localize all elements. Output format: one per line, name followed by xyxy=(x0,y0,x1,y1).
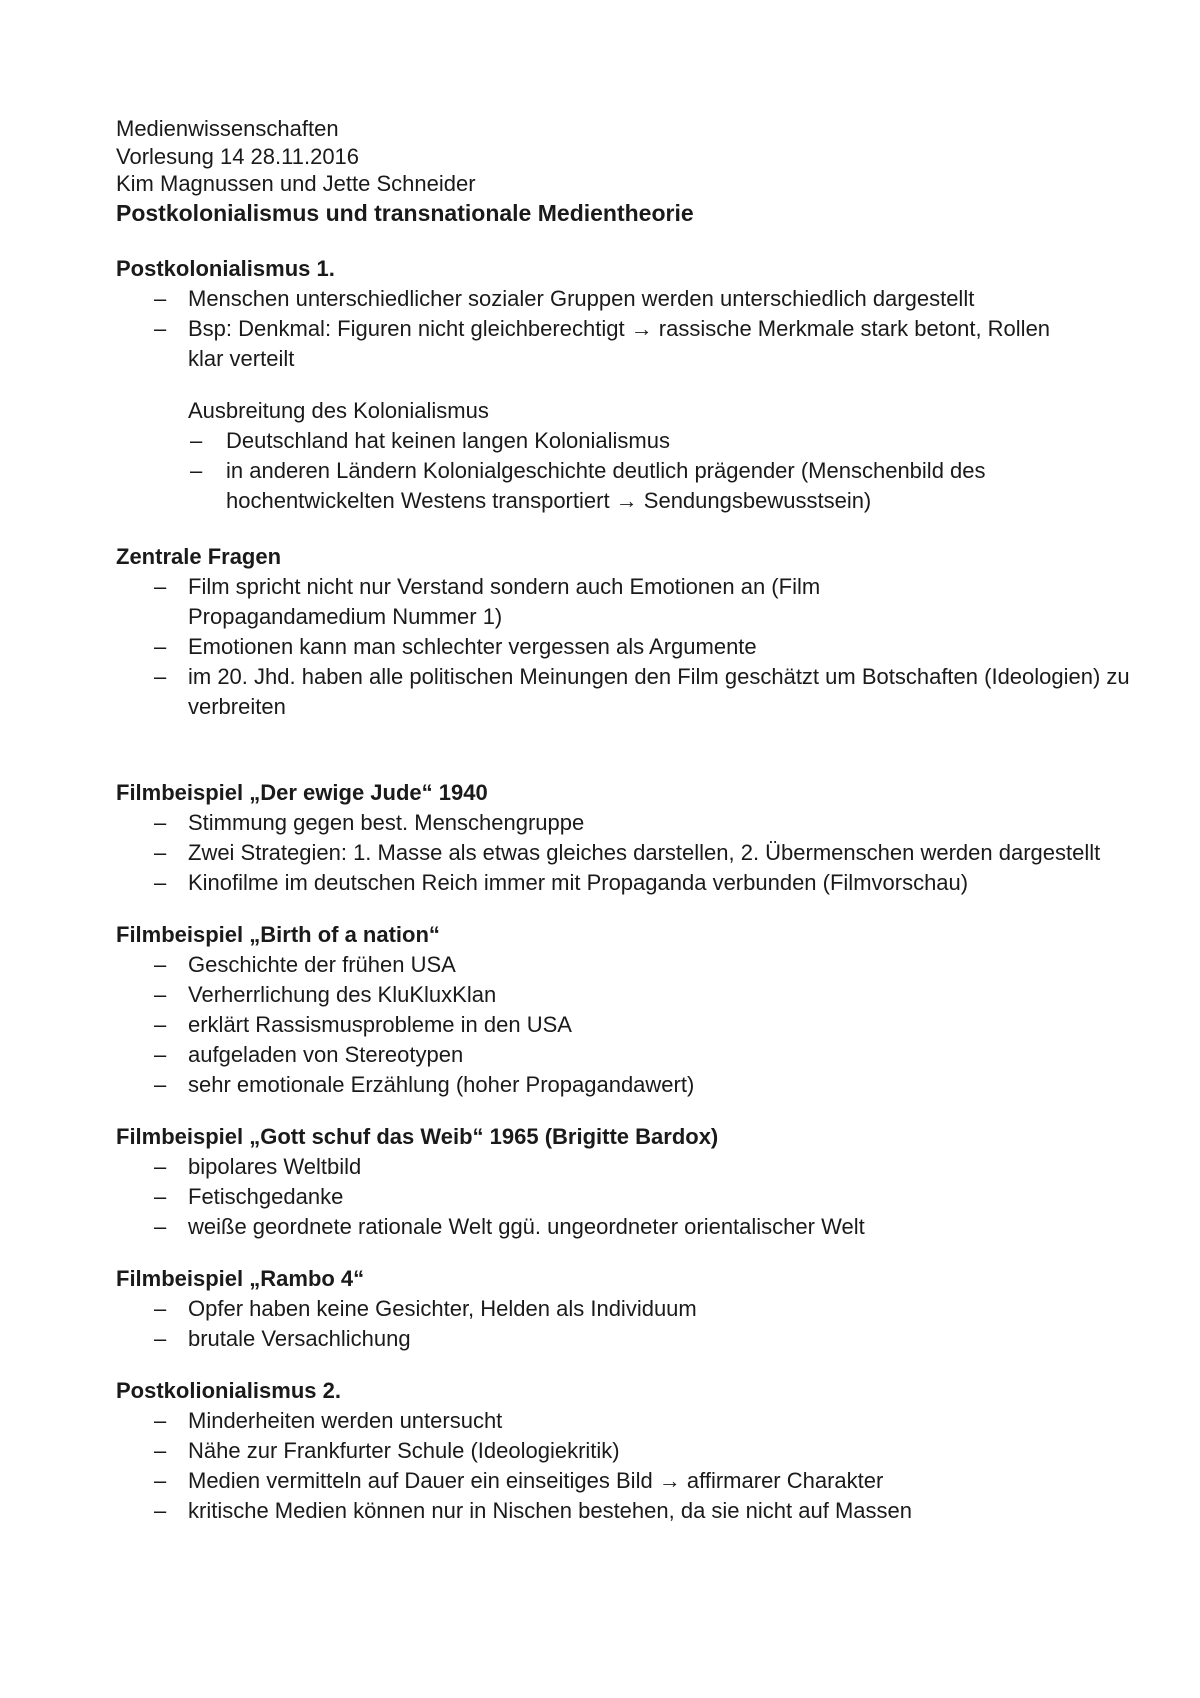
section-postkolonialismus-2 xyxy=(116,1376,1116,1526)
list-item: – Emotionen kann man schlechter vergessen als Argumente xyxy=(116,632,1116,662)
list-item: – Bsp: Denkmal: Figuren nicht gleichberechtigt → rassische Merkmale stark betont, Rollen klar verteilt xyxy=(116,314,1068,374)
bullet-list xyxy=(116,572,1130,722)
document-title: Postkolonialismus und transnationale Medientheorie xyxy=(116,199,694,226)
list-item: – Fetischgedanke xyxy=(116,1182,1116,1212)
sub-bullet-list xyxy=(188,426,1116,516)
list-item: – Kinofilme im deutschen Reich immer mit Propaganda verbunden (Filmvorschau) xyxy=(116,868,1116,898)
section-postkolonialismus-1 xyxy=(116,254,1116,516)
list-item: – sehr emotionale Erzählung (hoher Propagandawert) xyxy=(116,1070,1116,1100)
list-item: – kritische Medien können nur in Nischen bestehen, da sie nicht auf Massen xyxy=(116,1496,1116,1526)
list-item: – Medien vermitteln auf Dauer ein einseitiges Bild → affirmarer Charakter xyxy=(116,1466,1116,1496)
list-item: – Nähe zur Frankfurter Schule (Ideologiekritik) xyxy=(116,1436,1116,1466)
section-heading: Filmbeispiel „Birth of a nation“ xyxy=(116,921,440,947)
bullet-list xyxy=(116,1294,1116,1354)
list-item: – Deutschland hat keinen langen Kolonialismus xyxy=(188,426,1116,456)
list-item: – Stimmung gegen best. Menschengruppe xyxy=(116,808,1116,838)
section-filmbeispiel-rambo-4 xyxy=(116,1264,1116,1354)
section-filmbeispiel-gott-schuf-das-weib xyxy=(116,1122,1116,1242)
section-heading: Filmbeispiel „Rambo 4“ xyxy=(116,1265,365,1291)
section-heading: Filmbeispiel „Gott schuf das Weib“ 1965 (Brigitte Bardox) xyxy=(116,1123,719,1149)
authors: Kim Magnussen und Jette Schneider xyxy=(116,171,476,196)
section-filmbeispiel-birth-of-a-nation xyxy=(116,920,1116,1100)
list-item: – erklärt Rassismusprobleme in den USA xyxy=(116,1010,1116,1040)
section-zentrale-fragen xyxy=(116,542,1130,722)
list-item: – weiße geordnete rationale Welt ggü. ungeordneter orientalischer Welt xyxy=(116,1212,1116,1242)
list-item: – Menschen unterschiedlicher sozialer Gruppen werden unterschiedlich dargestellt xyxy=(116,284,1116,314)
list-item: – Minderheiten werden untersucht xyxy=(116,1406,1116,1436)
list-item: – Zwei Strategien: 1. Masse als etwas gleiches darstellen, 2. Übermenschen werden dargestellt xyxy=(116,838,1168,868)
list-item: – aufgeladen von Stereotypen xyxy=(116,1040,1116,1070)
section-heading: Filmbeispiel „Der ewige Jude“ 1940 xyxy=(116,779,488,805)
section-heading: Postkolionialismus 2. xyxy=(116,1377,341,1403)
bullet-list xyxy=(116,950,1116,1100)
list-item: – bipolares Weltbild xyxy=(116,1152,1116,1182)
section-heading: Zentrale Fragen xyxy=(116,543,282,569)
bullet-list xyxy=(116,1406,1116,1526)
bullet-list xyxy=(116,284,1116,374)
list-item: – in anderen Ländern Kolonialgeschichte deutlich prägender (Menschenbild des hochentwickelten Westens transportiert → Sendungsbewusstsein) xyxy=(188,456,1076,516)
section-heading: Postkolonialismus 1. xyxy=(116,255,335,281)
lecture-date: Vorlesung 14 28.11.2016 xyxy=(116,143,360,169)
list-item: – Film spricht nicht nur Verstand sondern auch Emotionen an (Film Propagandamedium Nummer 1) xyxy=(116,572,938,632)
list-item: – Geschichte der frühen USA xyxy=(116,950,1116,980)
subsection-ausbreitung xyxy=(116,396,1116,516)
section-filmbeispiel-der-ewige-jude xyxy=(116,778,1116,898)
bullet-list xyxy=(116,1152,1116,1242)
bullet-list xyxy=(116,808,1116,898)
list-item: – Opfer haben keine Gesichter, Helden als Individuum xyxy=(116,1294,1116,1324)
subsection-heading: Ausbreitung des Kolonialismus xyxy=(188,397,489,423)
list-item: – brutale Versachlichung xyxy=(116,1324,1116,1354)
document-content xyxy=(116,115,1130,1526)
list-item: – im 20. Jhd. haben alle politischen Meinungen den Film geschätzt um Botschaften (Ideologien) zu verbreiten xyxy=(116,662,1148,722)
course-name: Medienwissenschaften xyxy=(116,116,339,141)
list-item: – Verherrlichung des KluKluxKlan xyxy=(116,980,1116,1010)
